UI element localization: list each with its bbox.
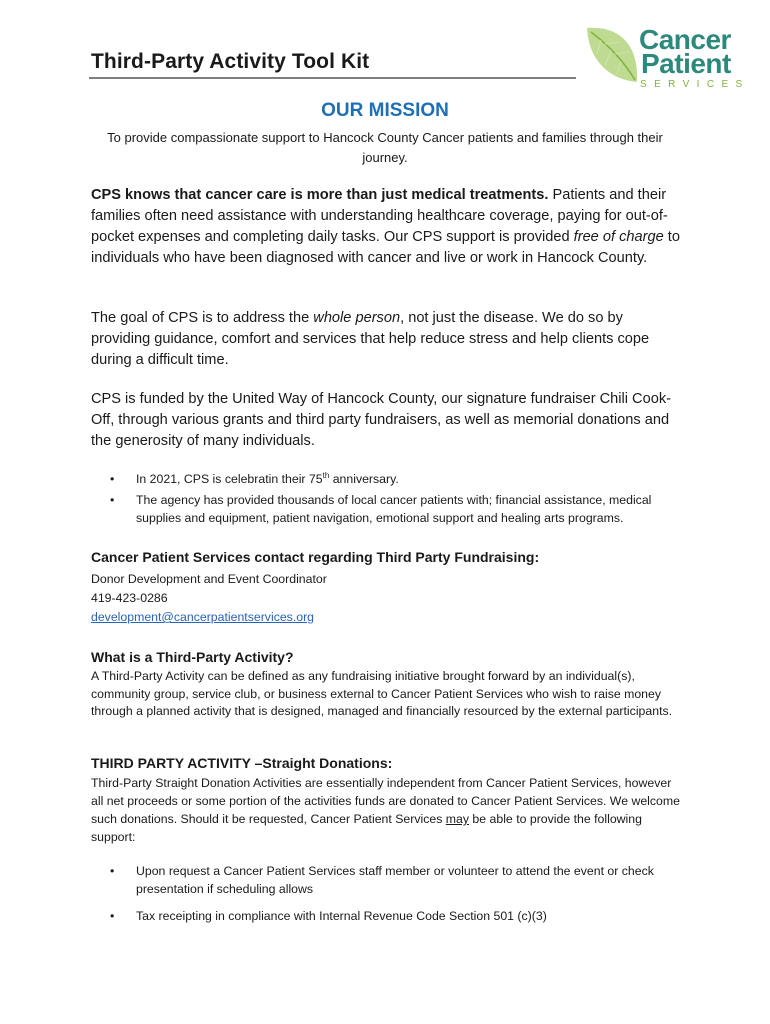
contact-heading: Cancer Patient Services contact regarding Third Party Fundraising: — [91, 549, 540, 565]
funding-paragraph: CPS is funded by the United Way of Hancock County, our signature fundraiser Chili Cook-Off, through various grants and third party fundraisers, as well as memorial donations and the generosity of many individuals. — [91, 391, 671, 449]
bullet-icon: • — [110, 864, 115, 878]
logo-word-patient: Patient — [641, 48, 731, 79]
logo-word-cancer: Cancer — [639, 24, 731, 55]
intro-paragraph — [91, 185, 681, 269]
mission-heading: OUR MISSION — [321, 100, 449, 121]
straight-text-a: Third-Party Straight Donation Activities are essentially independent from Cancer Patient Services, however all net proceeds or some portion of the activities funds are donated to Cancer Patient Services. We welcome such donations. Should it be requested, Cancer Patient Services — [91, 776, 680, 826]
support-list-item — [110, 907, 680, 925]
fact-list-item — [110, 491, 680, 527]
fact-anniversary-a: In 2021, CPS is celebratin their 75 — [136, 472, 323, 486]
fact-list-item — [110, 470, 680, 488]
cancer-patient-services-logo — [583, 22, 750, 92]
title-divider — [89, 77, 576, 79]
fact-anniversary-b: anniversary. — [329, 472, 399, 486]
what-heading: What is a Third-Party Activity? — [91, 649, 294, 665]
leaf-icon — [583, 24, 643, 86]
page-title: Third-Party Activity Tool Kit — [91, 50, 370, 73]
intro-text-b: to individuals who have been diagnosed with cancer and live or work in Hancock County. — [91, 229, 680, 266]
fact-services: The agency has provided thousands of local cancer patients with; financial assistance, medical supplies and equipment, patient navigation, emotional support and healing arts programs. — [136, 493, 652, 525]
contact-email-link[interactable]: development@cancerpatientservices.org — [91, 610, 315, 624]
goal-text-b: , not just the disease. We do so by providing guidance, comfort and services that help reduce stress and help clients cope during a difficult time. — [91, 310, 650, 368]
support-tax-receipt: Tax receipting in compliance with Internal Revenue Code Section 501 (c)(3) — [136, 909, 547, 923]
mission-statement: To provide compassionate support to Hancock County Cancer patients and families through their journey. — [107, 130, 663, 165]
straight-donations-heading: THIRD PARTY ACTIVITY –Straight Donations: — [91, 755, 393, 771]
goal-text-a: The goal of CPS is to address the — [91, 310, 314, 326]
what-definition: A Third-Party Activity can be defined as any fundraising initiative brought forward by an individual(s), community group, service club, or business external to Cancer Patient Services who wish to raise money through a planned activity that is designed, managed and financially resourced by the external participants. — [91, 669, 673, 718]
fact-anniversary-sup: th — [322, 470, 330, 480]
straight-donations-text — [91, 774, 681, 846]
contact-role: Donor Development and Event Coordinator — [91, 572, 327, 586]
intro-bold: CPS knows that cancer care is more than just medical treatments. — [91, 187, 549, 203]
goal-paragraph — [91, 308, 681, 371]
bullet-icon: • — [110, 493, 115, 507]
bullet-icon: • — [110, 909, 115, 923]
intro-italic: free of charge — [573, 229, 664, 245]
intro-text-a: Patients and their families often need assistance with understanding healthcare coverage, paying for out-of-pocket expenses and completing daily tasks. Our CPS support is provided — [91, 187, 668, 245]
bullet-icon: • — [110, 472, 115, 486]
support-list-item — [110, 862, 680, 898]
goal-italic: whole person — [313, 310, 401, 326]
straight-text-may: may — [445, 812, 470, 826]
support-staff-attend: Upon request a Cancer Patient Services staff member or volunteer to attend the event or check presentation if scheduling allows — [136, 864, 654, 896]
straight-text-b: be able to provide the following support: — [91, 812, 642, 844]
logo-word-services: SERVICES — [640, 79, 750, 90]
contact-phone: 419-423-0286 — [91, 591, 168, 605]
